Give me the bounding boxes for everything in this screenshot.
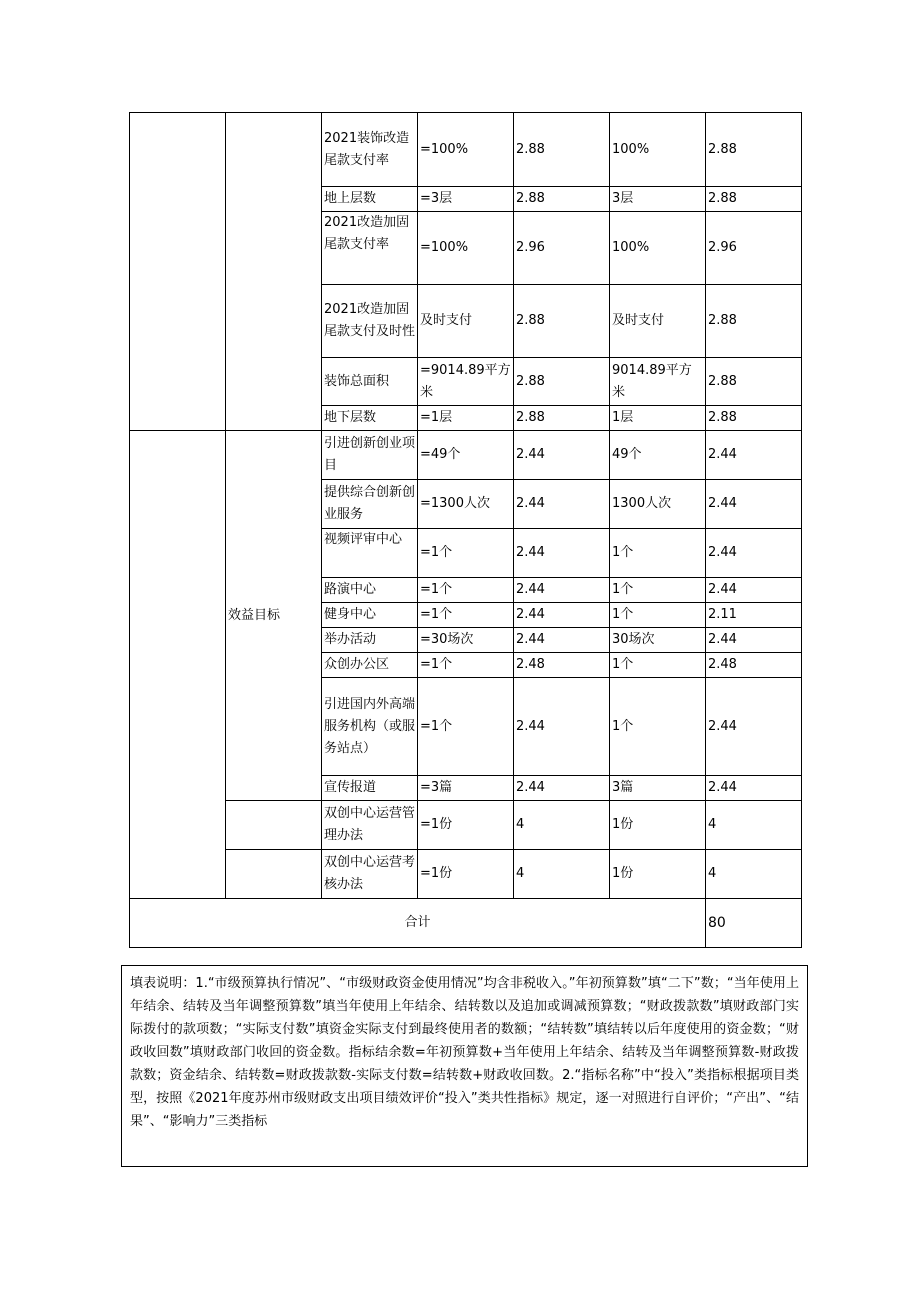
weight-value: 2.96 [514,212,610,285]
target-value: =1份 [418,801,514,850]
score-value: 2.88 [706,187,802,212]
target-value: =1300人次 [418,480,514,529]
actual-value: 1份 [610,850,706,899]
actual-value: 1份 [610,801,706,850]
score-value: 4 [706,850,802,899]
indicator-name: 视频评审中心 [322,529,418,578]
score-value: 2.88 [706,358,802,406]
indicator-name: 地上层数 [322,187,418,212]
weight-value: 2.44 [514,578,610,603]
weight-value: 2.44 [514,628,610,653]
score-value: 2.44 [706,431,802,480]
actual-value: 1层 [610,406,706,431]
indicator-name: 2021改造加固尾款支付及时性 [322,285,418,358]
weight-value: 2.44 [514,678,610,776]
score-value: 2.44 [706,628,802,653]
actual-value: 1个 [610,578,706,603]
score-value: 2.48 [706,653,802,678]
subcategory-cell-blank [226,113,322,431]
actual-value: 1个 [610,529,706,578]
indicator-name: 装饰总面积 [322,358,418,406]
actual-value: 3篇 [610,776,706,801]
category-cell-blank [130,431,226,899]
target-value: =100% [418,113,514,187]
target-value: =9014.89平方米 [418,358,514,406]
score-value: 2.88 [706,113,802,187]
total-label: 合计 [130,899,706,948]
indicator-name: 引进国内外高端服务机构（或服务站点） [322,678,418,776]
actual-value: 9014.89平方米 [610,358,706,406]
target-value: =30场次 [418,628,514,653]
score-value: 2.44 [706,578,802,603]
weight-value: 2.44 [514,431,610,480]
weight-value: 2.88 [514,285,610,358]
target-value: 及时支付 [418,285,514,358]
target-value: =1个 [418,603,514,628]
score-value: 4 [706,801,802,850]
weight-value: 2.88 [514,187,610,212]
subcategory-cell-blank [226,801,322,850]
indicator-name: 引进创新创业项目 [322,431,418,480]
actual-value: 30场次 [610,628,706,653]
actual-value: 1300人次 [610,480,706,529]
total-value: 80 [706,899,802,948]
subcategory-cell-blank [226,850,322,899]
target-value: =1份 [418,850,514,899]
target-value: =1个 [418,653,514,678]
indicator-name: 路演中心 [322,578,418,603]
weight-value: 2.88 [514,358,610,406]
score-value: 2.96 [706,212,802,285]
category-cell-blank [130,113,226,431]
weight-value: 4 [514,850,610,899]
indicator-name: 宣传报道 [322,776,418,801]
score-value: 2.44 [706,678,802,776]
target-value: =1层 [418,406,514,431]
weight-value: 4 [514,801,610,850]
indicator-name: 健身中心 [322,603,418,628]
score-value: 2.11 [706,603,802,628]
weight-value: 2.44 [514,529,610,578]
weight-value: 2.44 [514,776,610,801]
indicator-name: 众创办公区 [322,653,418,678]
target-value: =1个 [418,529,514,578]
weight-value: 2.88 [514,406,610,431]
actual-value: 1个 [610,678,706,776]
indicator-name: 2021改造加固尾款支付率 [322,212,418,285]
actual-value: 及时支付 [610,285,706,358]
score-value: 2.88 [706,285,802,358]
indicator-name: 地下层数 [322,406,418,431]
weight-value: 2.88 [514,113,610,187]
target-value: =1个 [418,678,514,776]
form-instructions: 填表说明：1.“市级预算执行情况”、“市级财政资金使用情况”均含非税收入。”年初预算数”填“二下”数；“当年使用上年结余、结转及当年调整预算数”填当年使用上年结余、结转数以及追加或调减预算数；“财政拨款数”填财政部门实际拨付的款项数；“实际支付数”填资金实际支付到最终使用者的数额；“结转数”填结转以后年度使用的资金数；“财政收回数”填财政部门收回的资金数。指标结余数=年初预算数+当年使用上年结余、结转及当年调整预算数-财政拨款数；资金结余、结转数=财政拨款数-实际支付数=结转数+财政收回数。2.“指标名称”中“投入”类指标根据项目类型，按照《2021年度苏州市级财政支出项目绩效评价“投入”类共性指标》规定，逐一对照进行自评价；“产出”、“结果”、“影响力”三类指标 [121,965,808,1167]
score-value: 2.44 [706,529,802,578]
target-value: =49个 [418,431,514,480]
target-value: =100% [418,212,514,285]
score-value: 2.44 [706,480,802,529]
indicator-name: 提供综合创新创业服务 [322,480,418,529]
target-value: =1个 [418,578,514,603]
actual-value: 49个 [610,431,706,480]
score-value: 2.88 [706,406,802,431]
indicator-name: 双创中心运营考核办法 [322,850,418,899]
actual-value: 100% [610,212,706,285]
indicator-name: 2021装饰改造尾款支付率 [322,113,418,187]
actual-value: 1个 [610,653,706,678]
actual-value: 100% [610,113,706,187]
benefit-target-label: 效益目标 [226,431,322,801]
indicator-name: 双创中心运营管理办法 [322,801,418,850]
weight-value: 2.44 [514,480,610,529]
score-value: 2.44 [706,776,802,801]
actual-value: 3层 [610,187,706,212]
target-value: =3层 [418,187,514,212]
performance-table [129,112,802,948]
weight-value: 2.44 [514,603,610,628]
target-value: =3篇 [418,776,514,801]
indicator-name: 举办活动 [322,628,418,653]
actual-value: 1个 [610,603,706,628]
weight-value: 2.48 [514,653,610,678]
